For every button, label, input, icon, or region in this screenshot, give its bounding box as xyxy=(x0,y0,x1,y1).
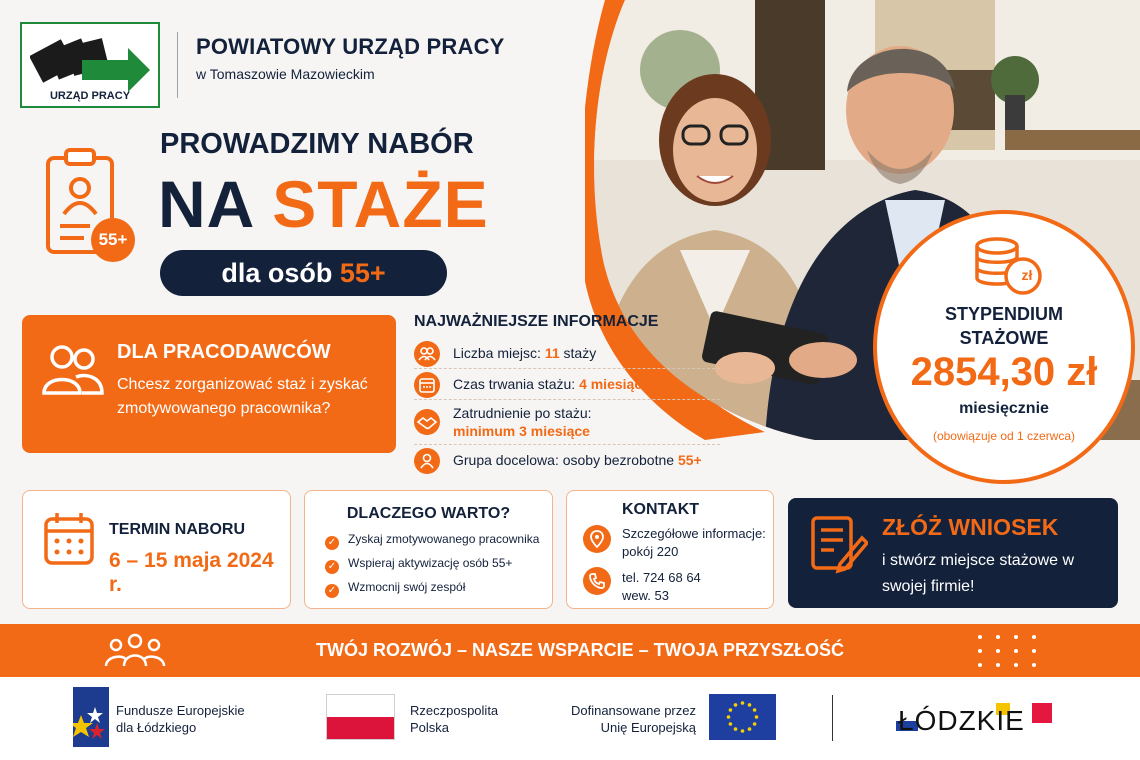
why-item xyxy=(325,580,465,598)
group-icon xyxy=(40,343,104,397)
contact-card xyxy=(566,490,774,609)
info-value: 55+ xyxy=(677,452,702,468)
info-row-target-group xyxy=(414,445,720,476)
dots-decoration xyxy=(976,633,1040,669)
contact-phone-line2: wew. 53 xyxy=(622,588,669,603)
headline-main xyxy=(158,166,489,242)
pill-age: 55+ xyxy=(339,258,386,288)
why-item-text: Wzmocnij swój zespół xyxy=(348,580,466,594)
info-label: Czas trwania stażu: xyxy=(453,376,580,392)
pill-prefix: dla osób xyxy=(221,258,340,288)
eu-funds-line2: dla Łódzkiego xyxy=(116,720,197,735)
check-icon: ✓ xyxy=(325,560,339,574)
handshake-icon xyxy=(414,409,440,435)
why-item xyxy=(325,556,512,574)
contact-info-line2: pokój 220 xyxy=(622,544,679,559)
info-label: Zatrudnienie po stażu: xyxy=(453,405,592,421)
logo-cards-arrow-icon xyxy=(30,32,152,92)
info-value: 11 xyxy=(544,345,560,361)
phone-icon xyxy=(583,567,611,595)
contact-info-line1: Szczegółowe informacje: xyxy=(622,526,766,541)
why-item-text: Wspieraj aktywizację osób 55+ xyxy=(348,556,513,570)
contact-phone-line1: tel. 724 68 64 xyxy=(622,570,701,585)
contact-title: KONTAKT xyxy=(622,501,700,518)
headline-na: NA xyxy=(158,167,273,241)
logo-caption: URZĄD PRACY xyxy=(49,90,131,102)
employers-title: DLA PRACODAWCÓW xyxy=(117,341,331,363)
why-item xyxy=(325,532,539,550)
application-form-icon xyxy=(810,514,868,574)
lodzkie-red-block xyxy=(1032,703,1052,723)
info-row-places xyxy=(414,338,720,369)
contact-info xyxy=(622,525,766,561)
currency-symbol: zł xyxy=(1021,267,1033,283)
target-group-pill xyxy=(160,250,447,296)
apply-title: ZŁÓŻ WNIOSEK xyxy=(882,514,1059,540)
stipend-period: miesięcznie xyxy=(959,400,1049,417)
stipend-title xyxy=(877,302,1131,350)
employers-box xyxy=(22,315,396,453)
contact-phone xyxy=(622,569,701,605)
info-value xyxy=(453,423,590,439)
check-icon: ✓ xyxy=(325,584,339,598)
lodzkie-logo xyxy=(896,693,1056,743)
headline-internships: STAŻE xyxy=(272,167,489,241)
eu-funds-line1: Fundusze Europejskie xyxy=(116,703,245,718)
headline-recruiting: PROWADZIMY NABÓR xyxy=(160,128,474,160)
eu-cofinanced-line2: Unię Europejską xyxy=(600,720,696,735)
stipend-circle xyxy=(873,210,1135,484)
deadline-title: TERMIN NABORU xyxy=(109,521,245,538)
person-icon xyxy=(414,448,440,474)
info-value-text: minimum 3 miesiące xyxy=(453,423,590,439)
republic-line2: Polska xyxy=(410,720,450,735)
apply-card xyxy=(788,498,1118,608)
check-icon: ✓ xyxy=(325,536,339,550)
stipend-title-line2: STAŻOWE xyxy=(959,328,1049,348)
republic-label xyxy=(410,702,498,736)
info-label: Liczba miejsc: xyxy=(453,345,545,361)
clipboard-55-icon xyxy=(44,148,140,264)
republic-line1: Rzeczpospolita xyxy=(410,703,499,718)
why-card xyxy=(304,490,553,609)
coins-icon xyxy=(973,236,1043,296)
age-badge: 55+ xyxy=(98,230,128,249)
deadline-dates: 6 – 15 maja 2024 r. xyxy=(109,549,274,596)
eu-funds-logo-icon xyxy=(73,687,109,747)
eu-cofinanced-line1: Dofinansowane przez xyxy=(570,703,696,718)
why-title: DLACZEGO WARTO? xyxy=(346,505,511,522)
org-subtitle: w Tomaszowie Mazowieckim xyxy=(196,66,375,82)
apply-text: i stwórz miejsce stażowe w swojej firmie! xyxy=(882,552,1075,595)
eu-funds-label xyxy=(116,702,245,736)
org-title: POWIATOWY URZĄD PRACY xyxy=(196,34,505,59)
location-pin-icon xyxy=(583,525,611,553)
stipend-note: (obowiązuje od 1 czerwca) xyxy=(932,429,1076,443)
info-text xyxy=(453,452,702,468)
info-row-employment xyxy=(414,400,720,445)
info-value: 4 miesiące xyxy=(579,376,650,392)
header-divider xyxy=(177,32,178,98)
info-label: Grupa docelowa: osoby bezrobotne xyxy=(453,452,678,468)
info-row-duration xyxy=(414,369,720,400)
slogan-band xyxy=(0,624,1140,677)
footer-divider xyxy=(832,695,833,741)
deadline-card xyxy=(22,490,291,609)
info-text xyxy=(453,345,596,361)
calendar-icon xyxy=(414,372,440,398)
key-info-title: NAJWAŻNIEJSZE INFORMACJE xyxy=(414,313,659,330)
stipend-amount: 2854,30 zł xyxy=(910,350,1098,394)
eu-cofinanced-label xyxy=(570,702,696,736)
info-text xyxy=(453,376,650,392)
urzad-pracy-logo xyxy=(20,22,160,108)
slogan-text: TWÓJ ROZWÓJ – NASZE WSPARCIE – TWOJA PRZYSZŁOŚĆ xyxy=(315,640,845,660)
eu-flag-icon xyxy=(709,694,776,740)
lodzkie-wordmark: ŁÓDZKIE xyxy=(898,705,1025,736)
employers-text: Chcesz zorganizować staż i zyskać zmotywowanego pracownika? xyxy=(117,376,368,417)
funding-footer xyxy=(0,677,1140,760)
why-item-text: Zyskaj zmotywowanego pracownika xyxy=(348,532,540,546)
people-icon xyxy=(414,341,440,367)
calendar-icon xyxy=(43,511,95,567)
stipend-title-line1: STYPENDIUM xyxy=(944,304,1063,324)
info-suffix: staży xyxy=(559,345,597,361)
polish-flag-icon xyxy=(326,694,395,740)
